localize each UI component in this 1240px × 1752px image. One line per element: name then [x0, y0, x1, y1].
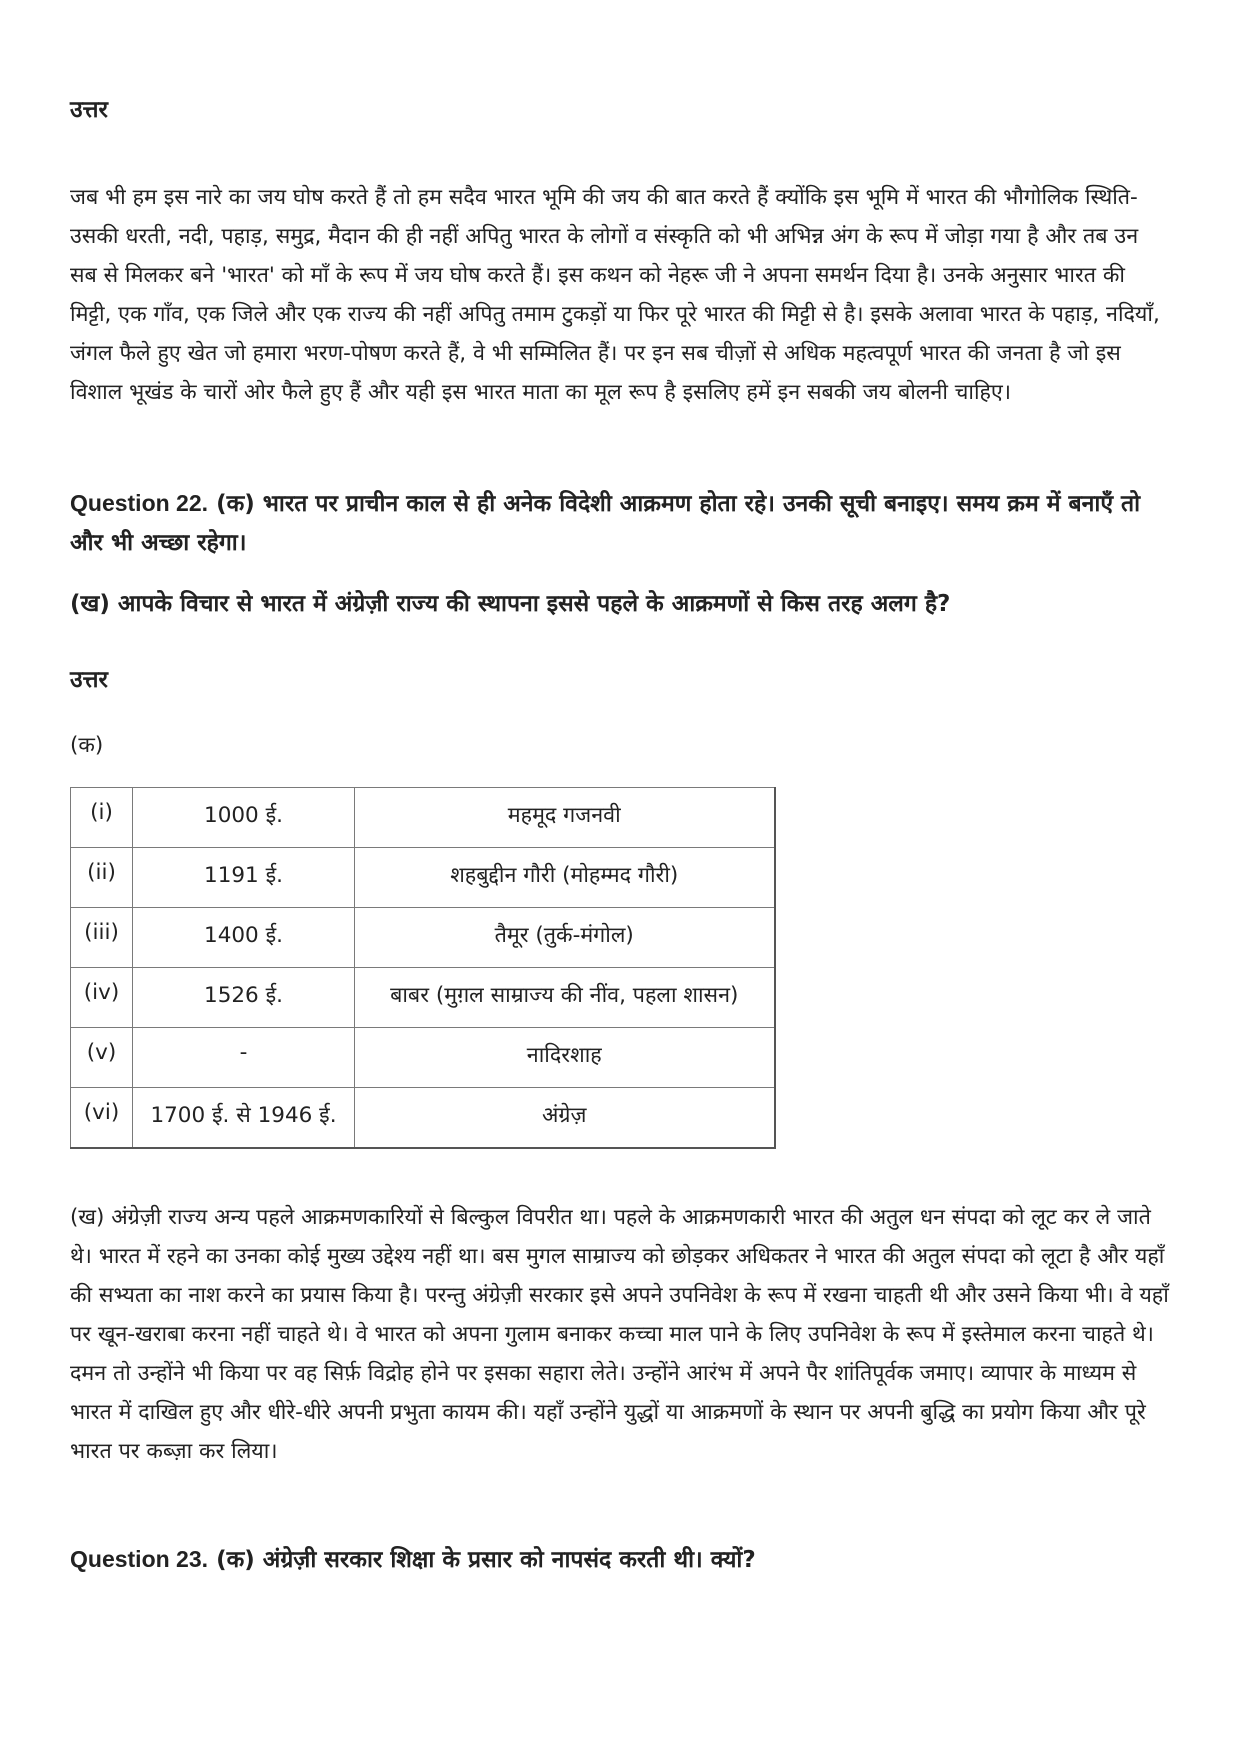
row-invader-cell: तैमूर (तुर्क-मंगोल)	[355, 908, 775, 968]
table-row	[71, 848, 775, 908]
row-invader-cell: महमूद गजनवी	[355, 788, 775, 848]
row-index-cell: (vi)	[71, 1088, 133, 1148]
invasions-table	[70, 787, 776, 1149]
row-index-cell: (i)	[71, 788, 133, 848]
row-index-cell: (iii)	[71, 908, 133, 968]
row-year-cell: 1000 ई.	[133, 788, 355, 848]
question-22-number: Question 22.	[70, 490, 209, 516]
row-year-cell: 1700 ई. से 1946 ई.	[133, 1088, 355, 1148]
row-invader-cell: नादिरशाह	[355, 1028, 775, 1088]
row-index-cell: (v)	[71, 1028, 133, 1088]
question-23-number: Question 23.	[70, 1546, 209, 1572]
question-22-part-a	[70, 484, 1170, 563]
table-row	[71, 788, 775, 848]
row-index-cell: (ii)	[71, 848, 133, 908]
question-22-part-a-text: (क) भारत पर प्राचीन काल से ही अनेक विदेशी आक्रमण होता रहे। उनकी सूची बनाइए। समय क्रम में बनाएँ तो और भी अच्छा रहेगा।	[70, 491, 1141, 556]
question-23-part-a-text: (क) अंग्रेज़ी सरकार शिक्षा के प्रसार को नापसंद करती थी। क्यों?	[216, 1547, 756, 1573]
row-year-cell: 1191 ई.	[133, 848, 355, 908]
answer-paragraph-1: जब भी हम इस नारे का जय घोष करते हैं तो हम सदैव भारत भूमि की जय की बात करते हैं क्योंकि इस भूमि में भारत की भौगोलिक स्थिति- उसकी धरती, नदी, पहाड़, समुद्र, मैदान की ही नहीं अपितु भारत के लोगों व संस्कृति को भी अभिन्न अंग के रूप में जोड़ा गया है और तब उन सब से मिलकर बने 'भारत' को माँ के रूप में जय घोष करते हैं। इस कथन को नेहरू जी ने अपना समर्थन दिया है। उनके अनुसार भारत की मिट्टी, एक गाँव, एक जिले और एक राज्य की नहीं अपितु तमाम टुकड़ों या फिर पूरे भारत की मिट्टी से है। इसके अलावा भारत के पहाड़, नदियाँ, जंगल फैले हुए खेत जो हमारा भरण-पोषण करते हैं, वे भी सम्मिलित हैं। पर इन सब चीज़ों से अधिक महत्वपूर्ण भारत की जनता है जो इस विशाल भूखंड के चारों ओर फैले हुए हैं और यही इस भारत माता का मूल रूप है इसलिए हमें इन सबकी जय बोलनी चाहिए।	[70, 185, 1160, 405]
answer-part-a-label: (क)	[70, 733, 104, 758]
row-invader-cell: अंग्रेज़	[355, 1088, 775, 1148]
table-row	[71, 968, 775, 1028]
answer-heading-1: उत्तर	[70, 97, 108, 123]
question-23-part-a	[70, 1540, 1170, 1580]
row-invader-cell: बाबर (मुग़ल साम्राज्य की नींव, पहला शासन)	[355, 968, 775, 1028]
row-year-cell: 1526 ई.	[133, 968, 355, 1028]
row-index-cell: (iv)	[71, 968, 133, 1028]
row-year-cell: 1400 ई.	[133, 908, 355, 968]
answer-heading-2: उत्तर	[70, 667, 108, 693]
question-22-part-b: (ख) आपके विचार से भारत में अंग्रेज़ी राज्य की स्थापना इससे पहले के आक्रमणों से किस तरह अलग है?	[70, 591, 951, 617]
answer-paragraph-part-b: (ख) अंग्रेज़ी राज्य अन्य पहले आक्रमणकारियों से बिल्कुल विपरीत था। पहले के आक्रमणकारी भारत की अतुल धन संपदा को लूट कर ले जाते थे। भारत में रहने का उनका कोई मुख्य उद्देश्य नहीं था। बस मुगल साम्राज्य को छोड़कर अधिकतर ने भारत की अतुल संपदा को लूटा है और यहाँ की सभ्यता का नाश करने का प्रयास किया है। परन्तु अंग्रेज़ी सरकार इसे अपने उपनिवेश के रूप में रखना चाहती थी और उसने किया भी। वे यहाँ पर खून-खराबा करना नहीं चाहते थे। वे भारत को अपना गुलाम बनाकर कच्चा माल पाने के लिए उपनिवेश के रूप में इस्तेमाल करना चाहते थे। दमन तो उन्होंने भी किया पर वह सिर्फ़ विद्रोह होने पर इसका सहारा लेते। उन्होंने आरंभ में अपने पैर शांतिपूर्वक जमाए। व्यापार के माध्यम से भारत में दाखिल हुए और धीरे-धीरे अपनी प्रभुता कायम की। यहाँ उन्होंने युद्धों या आक्रमणों के स्थान पर अपनी बुद्धि का प्रयोग किया और पूरे भारत पर कब्ज़ा कर लिया।	[70, 1205, 1169, 1464]
table-row	[71, 1088, 775, 1148]
table-row	[71, 908, 775, 968]
row-invader-cell: शहबुद्दीन गौरी (मोहम्मद गौरी)	[355, 848, 775, 908]
row-year-cell: -	[133, 1028, 355, 1088]
table-row	[71, 1028, 775, 1088]
